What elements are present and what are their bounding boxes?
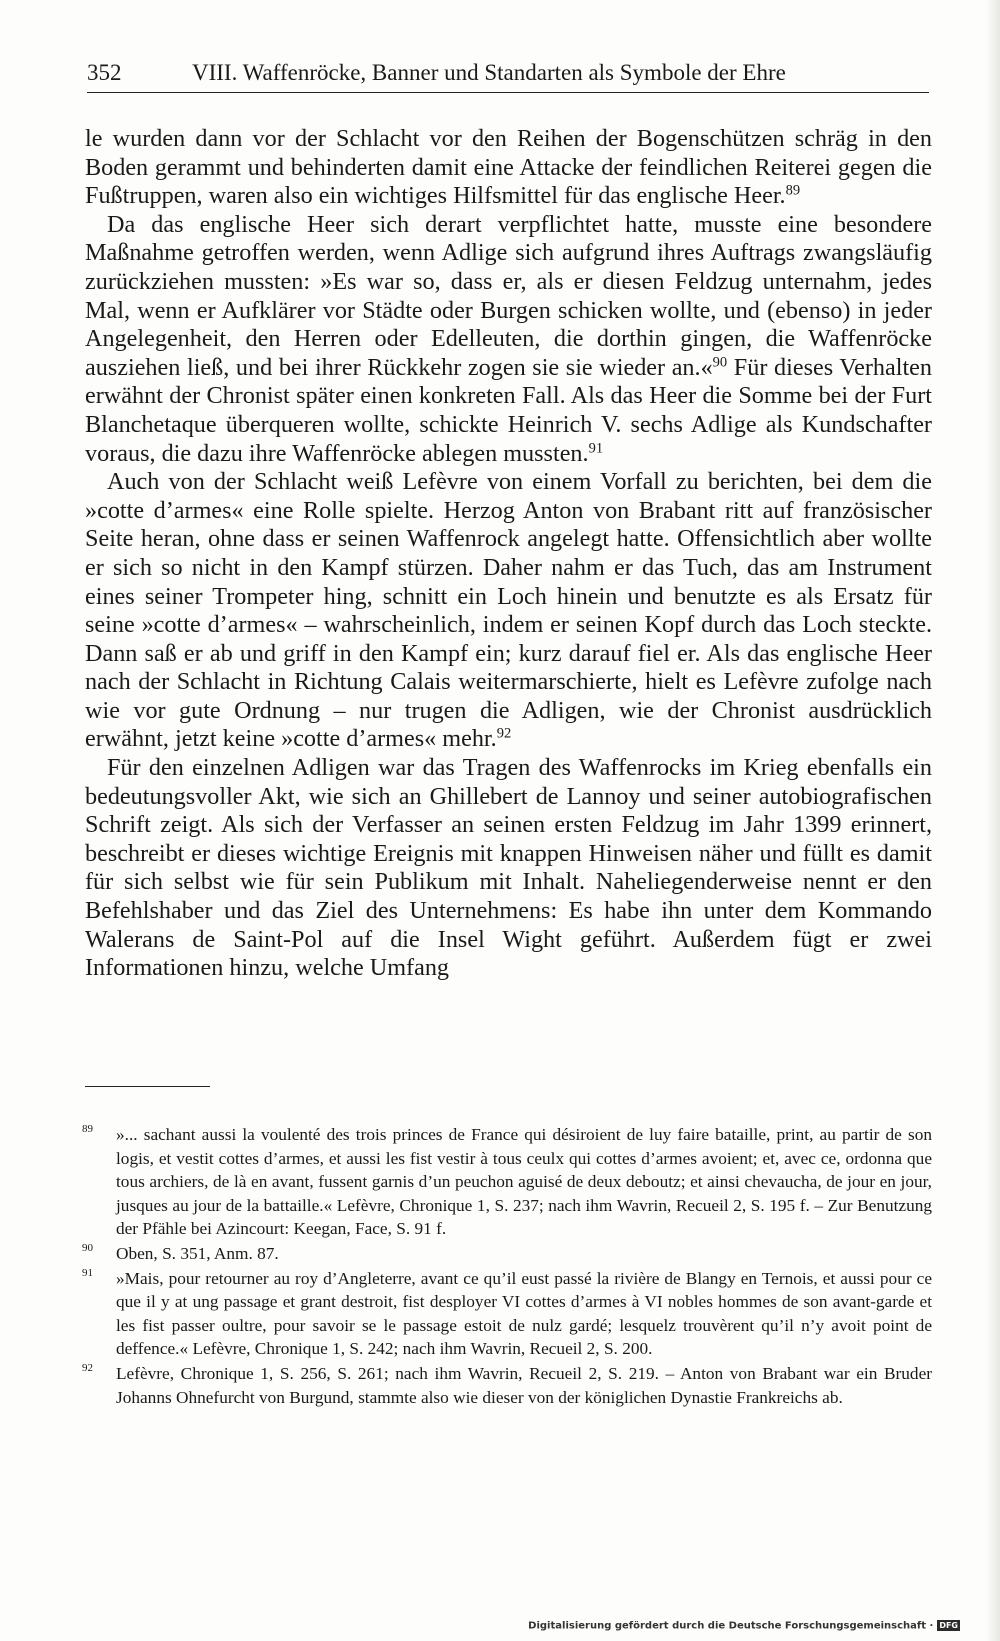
paragraph-1-text: le wurden dann vor der Schlacht vor den Reihen der Bogenschützen schräg in den Boden gerammt und behinderten damit eine Attacke der feindlichen Reiterei gegen die Fußtruppen, waren also ein wichtiges Hilfsmittel für das englische Heer. [85, 125, 932, 210]
footnotes [82, 1123, 932, 1410]
paragraph-4 [85, 754, 932, 983]
footnote-number: 89 [82, 1123, 93, 1135]
footnote-91 [82, 1267, 932, 1361]
footnote-number: 91 [82, 1266, 93, 1279]
paragraph-3-text: Auch von der Schlacht weiß Lefèvre von einem Vorfall zu berichten, bei dem die »cotte d’armes« eine Rolle spielte. Herzog Anton von Brabant ritt auf französischer Seite heran, ohne dass er seinen Waffenrock angelegt hatte. Offensichtlich aber wollte er sich so nicht in den Kampf stürzen. Daher nahm er das Tuch, das am Instrument eines seiner Trompeter hing, schnitt ein Loch hinein und benutzte es als Ersatz für seine »cotte d’armes« – wahrscheinlich, indem er seinen Kopf durch das Loch steckte. Dann saß er ab und griff in den Kampf ein; kurz darauf fiel er. Als das englische Heer nach der Schlacht in Richtung Calais weitermarschierte, hielt es Lefèvre zufolge nach wie vor gute Ordnung – nur trugen die Adligen, wie der Chronist ausdrücklich erwähnt, jetzt keine »cotte d’armes« mehr. [85, 468, 932, 753]
digitization-label: Digitalisierung gefördert durch die Deutsche Forschungsgemeinschaft · [528, 1620, 934, 1631]
footnote-92 [82, 1362, 932, 1409]
main-text [85, 125, 932, 983]
footnote-ref-89[interactable]: 89 [785, 182, 801, 199]
footnote-ref-91[interactable]: 91 [588, 439, 604, 456]
paragraph-4-text: Für den einzelnen Adligen war das Tragen des Waffenrocks im Krieg ebenfalls ein bedeutungsvoller Akt, wie sich an Ghillebert de Lannoy und seiner autobiografischen Schrift zeigt. Als sich der Verfasser an seinen ersten Feldzug im Jahr 1399 erinnert, beschreibt er dieses wichtige Ereignis mit knappen Hinweisen näher und füllt es damit für sich selbst wie für sein Publikum mit Inhalt. Naheliegenderweise nennt er den Befehlshaber und das Ziel des Unternehmens: Es habe ihn unter dem Kommando Walerans de Saint-Pol auf die Insel Wight geführt. Außerdem fügt er zwei Informationen hinzu, welche Umfang [85, 754, 932, 982]
footnote-number: 90 [82, 1241, 93, 1254]
dfg-logo-icon: DFG [939, 1620, 958, 1630]
paragraph-2-text-b: Für dieses Verhalten erwähnt der Chronist später einen konkreten Fall. Als das Heer die Somme bei der Furt Blanchetaque überqueren wollte, schickte Heinrich V. sechs Adlige als Kundschafter voraus, die dazu ihre Waffenröcke ablegen mussten. [85, 353, 932, 467]
page-number: 352 [87, 60, 122, 85]
footnote-text: Lefèvre, Chronique 1, S. 256, S. 261; nach ihm Wavrin, Recueil 2, S. 219. – Anton von Brabant war ein Bruder Johanns Ohnefurcht von Burgund, stammte also wie dieser von der königlichen Dynastie Frankreichs ab. [116, 1363, 932, 1407]
footnote-text: Oben, S. 351, Anm. 87. [116, 1243, 279, 1263]
paragraph-3 [85, 468, 932, 754]
footnote-90 [82, 1242, 932, 1266]
page-edge-shadow [986, 0, 1000, 1641]
paragraph-2-text-a: Da das englische Heer sich derart verpflichtet hatte, musste eine besondere Maßnahme getroffen werden, wenn Adlige sich aufgrund ihres Auftrags zwangsläufig zurückziehen mussten: »Es war so, dass er, als er diesen Feldzug unternahm, jedes Mal, wenn er Aufklärer vor Städte oder Burgen schicken wollte, und (ebenso) in jeder Angelegenheit, den Herren oder Edelleuten, die dorthin gingen, die Waffenröcke ausziehen ließ, und bei ihrer Rückkehr zogen sie sie wieder an.« [85, 210, 932, 381]
footnote-89 [82, 1123, 932, 1241]
running-title: VIII. Waffenröcke, Banner und Standarten als Symbole der Ehre [192, 60, 786, 85]
footnote-ref-90[interactable]: 90 [712, 354, 728, 371]
paragraph-2 [85, 211, 932, 468]
footnote-number: 92 [82, 1361, 93, 1374]
running-header [87, 58, 929, 93]
footnote-text: »... sachant aussi la voulenté des trois princes de France qui désiroient de luy faire bataille, print, au partir de son logis, et vestit cottes d’armes, et aussi les fist vestir à tous ceulx qui cottes d’armes avoient; et, avec ce, ordonna que tous archiers, de là en avant, fussent garnis d’un peuchon aguisé de deux deboutz; et ainsi chevaucha, de jour en jour, jusques au jour de la battaille.« Lefèvre, Chronique 1, S. 237; nach ihm Wavrin, Recueil 2, S. 195 f. – Zur Benutzung der Pfähle bei Azincourt: Keegan, Face, S. 91 f. [116, 1125, 932, 1239]
footnote-text: »Mais, pour retourner au roy d’Angleterre, avant ce qu’il eust passé la rivière de Blangy en Ternois, et aussi pour ce que il y at ung passage et grant destroit, fist desployer VI cottes d’armes à VI nobles hommes de son avant-garde et les fist passer oultre, pour savoir se le passage estoit de nulz gardé; lesquelz trouvèrent qu’il n’y avoit point de deffence.« Lefèvre, Chronique 1, S. 242; nach ihm Wavrin, Recueil 2, S. 200. [116, 1268, 932, 1359]
footnote-ref-92[interactable]: 92 [496, 725, 512, 742]
paragraph-1 [85, 125, 932, 211]
digitization-notice [528, 1620, 960, 1632]
footnote-separator [85, 1086, 210, 1087]
